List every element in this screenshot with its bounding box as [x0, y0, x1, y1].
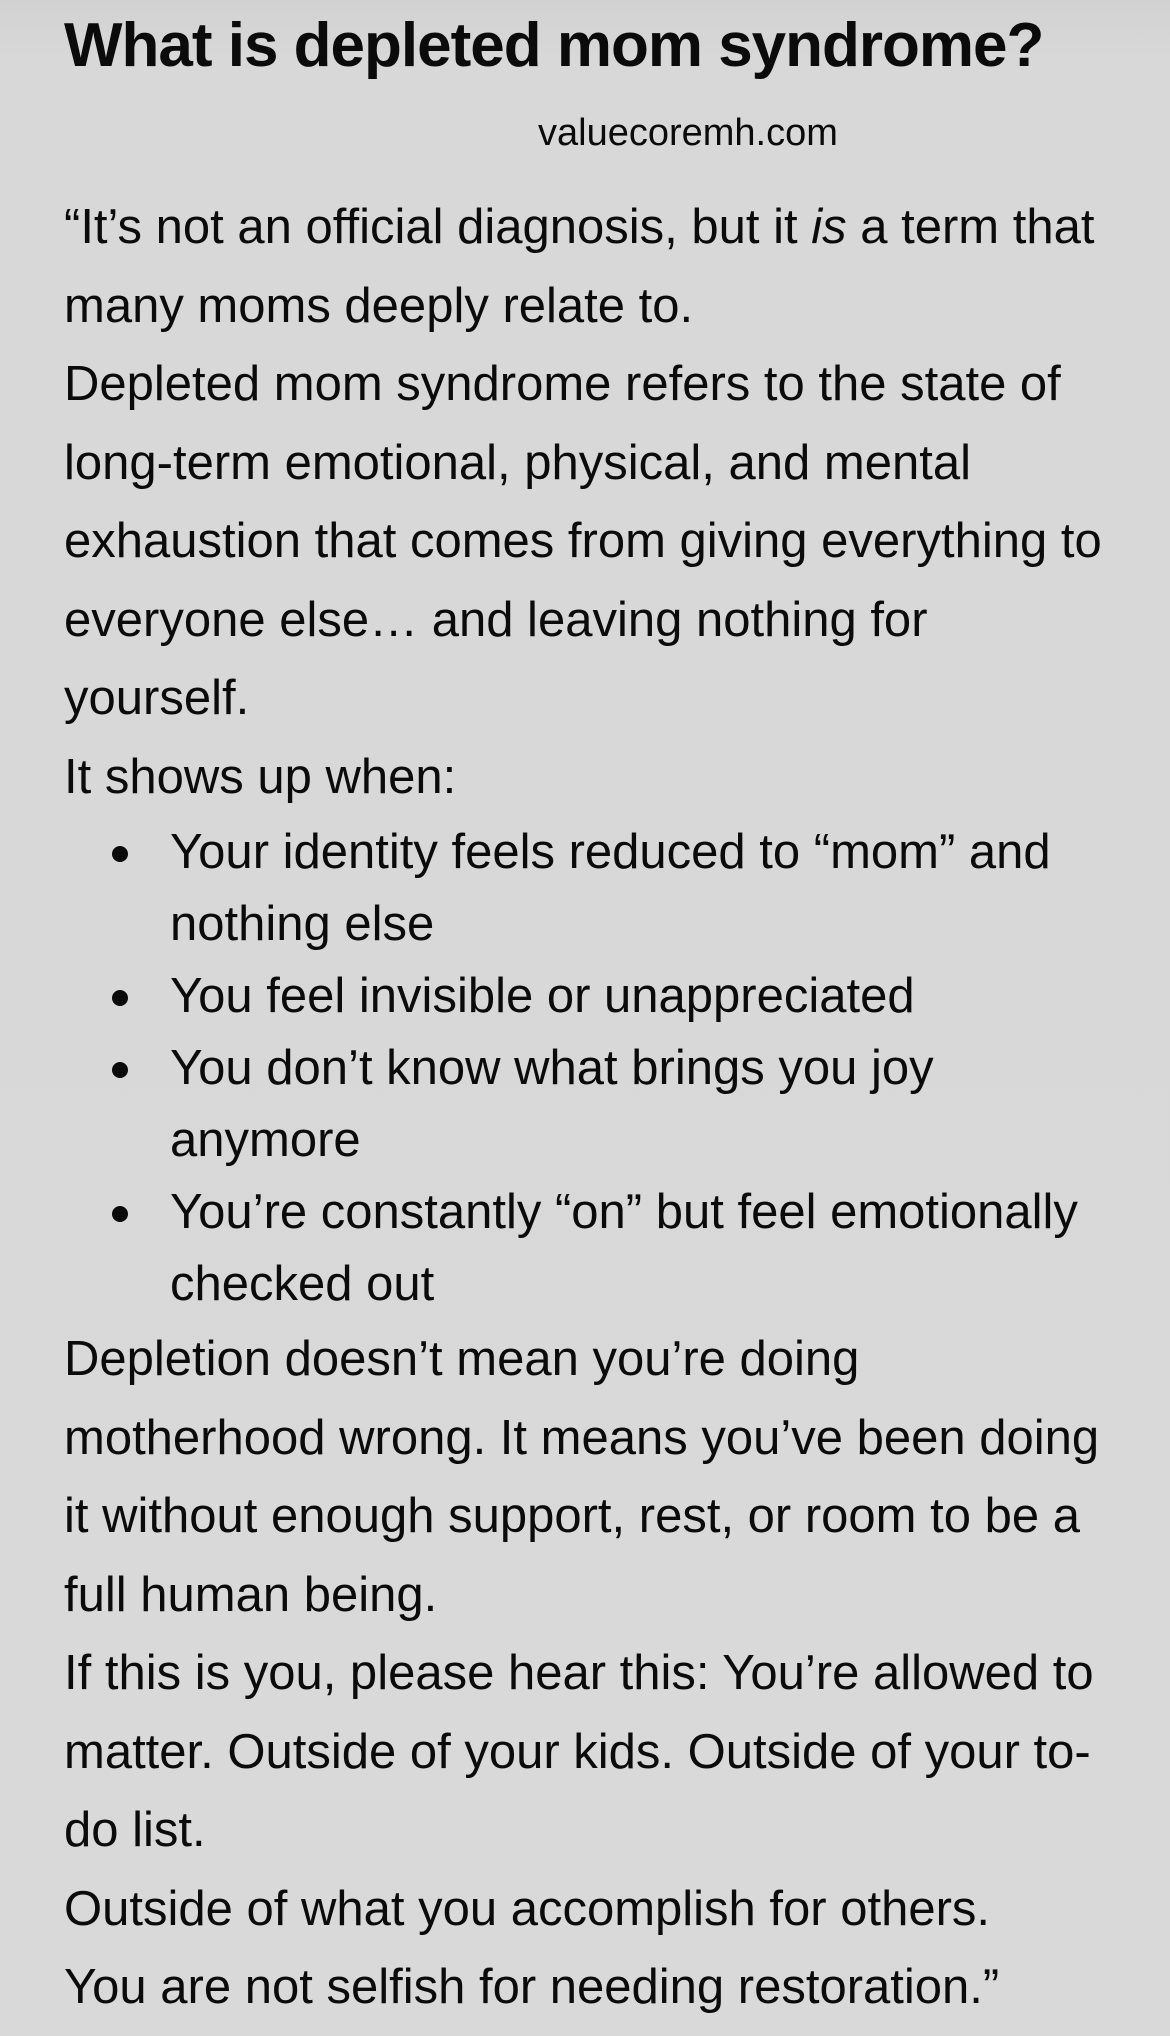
- bullet-icon: [112, 1206, 128, 1222]
- page-title: What is depleted mom syndrome?: [64, 11, 1044, 80]
- intro-emphasis: is: [811, 200, 847, 254]
- bullet-icon: [112, 990, 128, 1006]
- bullet-icon: [112, 1062, 128, 1078]
- list-item: [64, 960, 1104, 1032]
- matter-paragraph: If this is you, please hear this: You’re allowed to matter. Outside of your kids. Outside of your to-do list.: [64, 1646, 1094, 1857]
- list-item-text: You’re constantly “on” but feel emotionally checked out: [170, 1185, 1078, 1311]
- list-item: [64, 1176, 1104, 1320]
- symptom-list: [64, 816, 1104, 1320]
- bullet-icon: [112, 846, 128, 862]
- article-body: [64, 188, 1104, 2027]
- accomplish-line: Outside of what you accomplish for others.: [64, 1881, 990, 1936]
- intro-paragraph: [64, 188, 1104, 345]
- list-item-text: You don’t know what brings you joy anymore: [170, 1041, 934, 1167]
- intro-text-start: “It’s not an official diagnosis, but it: [64, 200, 812, 254]
- intro-text-end: a term that many moms deeply relate to.: [64, 200, 1095, 333]
- list-item-text: Your identity feels reduced to “mom” and nothing else: [170, 825, 1051, 951]
- list-item-text: You feel invisible or unappreciated: [170, 969, 915, 1023]
- depletion-paragraph: Depletion doesn’t mean you’re doing motherhood wrong. It means you’ve been doing it without enough support, rest, or room to be a full human being.: [64, 1332, 1100, 1622]
- source-label: valuecoremh.com: [538, 112, 838, 154]
- header: [64, 4, 1104, 154]
- list-item: [64, 1032, 1104, 1176]
- closing-line: You are not selfish for needing restoration.”: [64, 1960, 1000, 2014]
- list-item: [64, 816, 1104, 960]
- list-intro: It shows up when:: [64, 749, 457, 804]
- definition-paragraph: Depleted mom syndrome refers to the state of long-term emotional, physical, and mental exhaustion that comes from giving everything to everyone else… and leaving nothing for yourself.: [64, 357, 1102, 725]
